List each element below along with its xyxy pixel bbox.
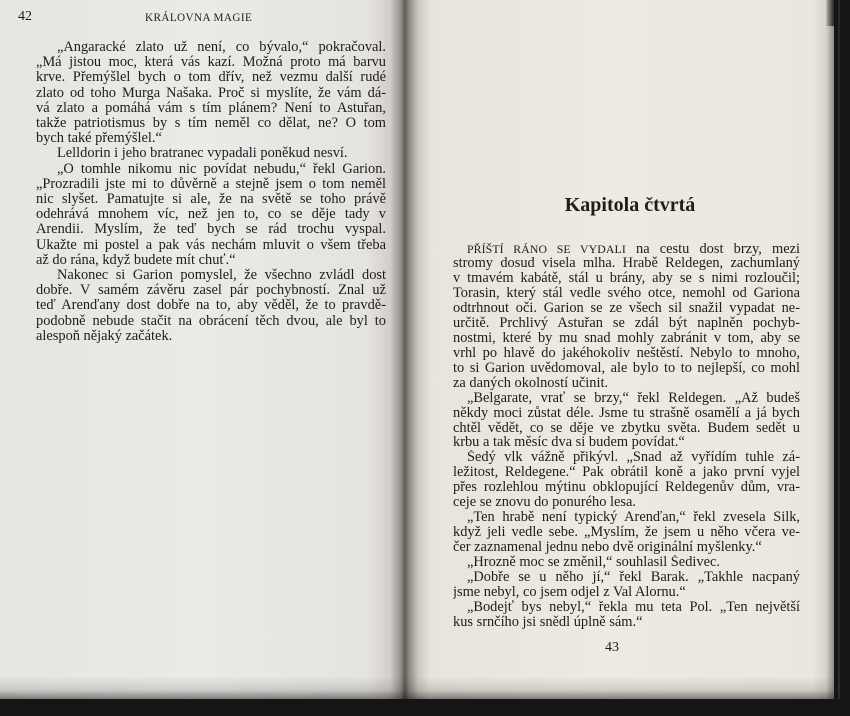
text-line: „O tomhle nikomu nic povídat nebudu,“ řekl Garion. <box>57 161 386 177</box>
paragraph <box>453 555 800 570</box>
text-line: Lelldorin i jeho bratranec vypadali poněkud nesví. <box>57 146 348 162</box>
page-number: 43 <box>605 640 619 655</box>
text-line: to si Garion uvědomoval, ale bylo to to nejlepší, co mohl <box>453 360 800 376</box>
text-line: alespoň nějaký začátek. <box>36 328 173 344</box>
text-line: „Ten hrabě není typický Arenďan,“ řekl zvesela Silk, <box>467 510 800 526</box>
body-text <box>453 242 800 630</box>
page-corner-shadow <box>826 0 834 26</box>
page-bottom-shadow <box>0 676 834 699</box>
text-line: „Bodejť bys nebyl,“ řekla mu teta Pol. „Ten největší <box>467 599 800 615</box>
text-line: když jeli vedle sebe. „Myslím, že jsem u něho včera ve- <box>453 525 800 540</box>
text-line: „Hrozně moc se změnil,“ souhlasil Šedivec. <box>467 554 720 570</box>
paragraph <box>453 242 800 391</box>
text-line-content: na cestu dost brzy, mezi <box>636 241 800 257</box>
text-line: takže patriotismus by s tím neměl co dělat, ne? O tom <box>36 116 386 132</box>
right-page <box>405 0 834 699</box>
text-line: dobře. V samém závěru zasel pár pochybností. Znal už <box>36 283 386 299</box>
text-line: Šedý vlk vážně přikývl. „Snad až vyřídím tuhle zá- <box>467 450 800 466</box>
text-line: bych také přemýšlel.“ <box>36 131 162 147</box>
paragraph <box>36 268 386 344</box>
text-line: teď Arenďany dost dobře na to, aby věděl, že to pravdě- <box>36 298 386 314</box>
paragraph <box>36 40 386 146</box>
text-line: stromy dosud visela mlha. Hrabě Reldegen, zachumlaný <box>453 256 800 272</box>
chapter-title: Kapitola čtvrtá <box>564 194 696 216</box>
text-line: kus srnčího jsi snědl úplně sám.“ <box>453 614 643 630</box>
running-head: KRÁLOVNA MAGIE <box>145 12 253 24</box>
paragraph <box>453 600 800 630</box>
text-line: „Belgarate, vrať se brzy,“ řekl Reldegen. „Až budeš <box>467 390 800 406</box>
text-line: vá zlato a pomáhá vám s tím plánem? Není to Astuřan, <box>36 100 386 116</box>
text-line: přes rozlehlou mýtinu obklopující Reldegenův dům, vra- <box>453 480 800 496</box>
text-line: až do rána, když budete mít chuť.“ <box>36 252 236 268</box>
paragraph <box>453 570 800 600</box>
text-line: za daných okolností učinit. <box>453 375 609 391</box>
text-line: odehrává mnohem víc, než jen to, co se děje tady v <box>36 207 386 223</box>
text-line: krve. Přemýšlel bych o tom dřív, než vezmu další rudé <box>36 70 386 86</box>
text-line: chtěl vědět, co se děje ve zbytku světa. Budem sedět u <box>453 420 800 436</box>
text-line: „Angaracké zlato už není, co bývalo,“ pokračoval. <box>57 40 386 55</box>
text-line: Nakonec si Garion pomyslel, že všechno zvládl dost <box>57 268 386 284</box>
small-caps-lead-in: PŘÍŠTÍ RÁNO SE VYDALI <box>467 241 626 256</box>
text-line: vrhl po hlavě do jakéhokoliv neštěstí. Nebylo to mnoho, <box>453 345 800 361</box>
body-text <box>36 40 386 344</box>
paragraph <box>453 510 800 555</box>
text-line: nic slyšet. Pamatujte si ale, že na světě se toho právě <box>36 192 386 208</box>
text-line: „Prozradili jste mi to důvěrně a stejně jsem o tom neměl <box>36 176 386 192</box>
text-line: v tmavém kabátě, stál u brány, aby se s nimi rozloučil; <box>453 271 800 287</box>
left-page <box>0 0 405 699</box>
paragraph <box>36 162 386 268</box>
text-line: nostmi, které by mu snad mohly zabránit v tom, aby se <box>453 331 800 346</box>
text-line: Torasin, který stál vedle svého otce, nemohl od Gariona <box>453 286 800 302</box>
text-line: Arendii. Myslím, že teď bych se rád trochu vyspal. <box>36 222 386 238</box>
paragraph <box>453 391 800 451</box>
text-line: určitě. Prchlivý Astuřan se zdál být naplněn pochyb- <box>453 316 800 332</box>
text-line: jsme nebyl, co jsem odjel z Val Alornu.“ <box>453 584 686 600</box>
book-edge <box>838 0 840 699</box>
text-line: odtrhnout oči. Garion se ze všech sil snažil vypadat ne- <box>453 301 800 317</box>
text-line: podobně nebude stačit na obrácení těch dvou, ale byl to <box>36 313 386 329</box>
text-line: Ukažte mi postel a pak vás nechám mluvit o všem třeba <box>36 237 386 253</box>
text-line: někdy moci zůstat déle. Jsme tu strašně osamělí a já bych <box>453 405 800 421</box>
text-line: krbu a tak měsíc dva si budem povídat.“ <box>453 435 685 451</box>
text-line: zlato od toho Murga Našaka. Proč si myslíte, že vám dá- <box>36 85 386 101</box>
text-line: ceje se znovu do ponurého lesa. <box>453 495 637 511</box>
text-line: ležitost, Reldegene.“ Pak obrátil koně a jako první vyjel <box>453 465 800 481</box>
paragraph <box>453 450 800 510</box>
text-line <box>453 242 800 257</box>
text-line: čer zaznamenal jednu nebo dvě originální myšlenky.“ <box>453 539 762 555</box>
page-number: 42 <box>18 9 32 24</box>
text-line: „Má jistou moc, která vás kazí. Možná proto má barvu <box>36 55 386 71</box>
text-line: „Dobře se u něho jí,“ řekl Barak. „Takhle nacpaný <box>467 569 800 585</box>
paragraph <box>36 146 386 161</box>
